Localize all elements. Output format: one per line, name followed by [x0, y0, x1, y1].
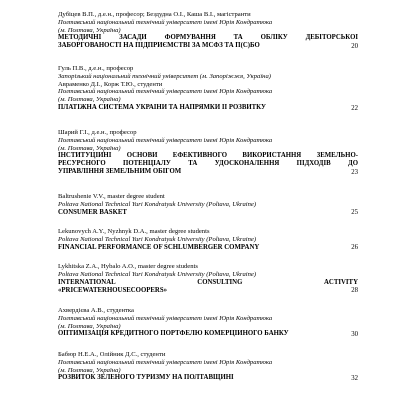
entry-affiliation: Полтавський національний технічний університет імені Юрія Кондратюка — [58, 314, 273, 322]
entry-affiliation: (м. Полтава, Україна) — [58, 96, 121, 104]
entry-title: «PRICEWATERHOUSECOOPERS» — [58, 286, 168, 294]
entry-page-number: 26 — [351, 244, 358, 251]
toc-entry — [58, 228, 358, 252]
toc-entry — [58, 11, 358, 50]
entry-affiliation: Полтавський національний технічний університет імені Юрія Кондратюка — [58, 18, 273, 26]
entry-page-number: 22 — [351, 105, 358, 112]
entry-authors: Шарий Г.І., д.е.н., професор — [58, 129, 137, 136]
entry-affiliation: (м. Полтава, Україна) — [58, 26, 121, 34]
entry-authors: Lykhitska Z.A., Hybalo A.O., master degree students — [58, 263, 198, 270]
entry-page-number: 28 — [351, 287, 358, 294]
entry-page-number: 25 — [351, 209, 358, 216]
entry-title: FINANCIAL PERFORMANCE OF SCHLUMBERGER COMPANY — [58, 243, 260, 251]
entry-title: INTERNATIONAL CONSULTING ACTIVITY — [58, 278, 358, 286]
entry-page-number: 23 — [351, 169, 358, 176]
entry-affiliation: (м. Полтава, Україна) — [58, 322, 121, 330]
entry-authors: Бабюр Н.Е.А., Олійник Д.С., студенти — [58, 351, 166, 358]
toc-entry — [58, 263, 358, 295]
entry-title: РОЗВИТОК ЗЕЛЕНОГО ТУРИЗМУ НА ПОЛТАВЩИНІ — [58, 374, 234, 382]
entry-title: УПРАВЛІННЯ ЗЕМЕЛЬНИМ ОБІГОМ — [58, 168, 182, 176]
entry-affiliation: Poltava National Technical Yuri Kondratyuk University (Poltava, Ukraine) — [58, 235, 257, 243]
toc-entry — [58, 193, 358, 217]
entry-affiliation: Полтавський національний технічний університет імені Юрія Кондратюка — [58, 358, 273, 366]
toc-entry — [58, 307, 358, 338]
entry-affiliation: Запорізький національний технічний університет (м. Запоріжжя, Україна) — [58, 72, 271, 80]
entry-title: ІНСТИТУЦІЙНІ ОСНОВИ ЕФЕКТИВНОГО ВИКОРИСТАННЯ ЗЕМЕЛЬНО- — [58, 152, 358, 160]
entry-title: РЕСУРСНОГО ПОТЕНЦІАЛУ ТА УДОСКОНАЛЕННЯ ПІДХОДІВ ДО — [58, 160, 358, 168]
toc-entry — [58, 65, 358, 112]
entry-authors: Ахвердієва А.В., студентка — [58, 307, 134, 314]
entry-affiliation: (м. Полтава, Україна) — [58, 366, 121, 374]
entry-title: ОПТИМІЗАЦІЯ КРЕДИТНОГО ПОРТФЕЛЮ КОМЕРЦІЙНОГО БАНКУ — [58, 330, 289, 338]
entry-title: CONSUMER BASKET — [58, 208, 127, 216]
entry-affiliation: Poltava National Technical Yuri Kondratyuk University (Poltava, Ukraine) — [58, 270, 257, 278]
entry-authors: Дубіцев В.П., д.е.н., професор; Бездудна О.І., Каша В.І., магістранти — [58, 11, 251, 18]
entry-page-number: 20 — [351, 43, 358, 50]
entry-title: ПЛАТІЖНА СИСТЕМА УКРАЇНИ ТА НАПРЯМКИ ЇЇ РОЗВИТКУ — [58, 103, 266, 111]
toc-entry — [58, 351, 358, 382]
entry-affiliation: Полтавський національний технічний університет імені Юрія Кондратюка — [58, 136, 273, 144]
entry-title: МЕТОДИЧНІ ЗАСАДИ ФОРМУВАННЯ ТА ОБЛІКУ ДЕБІТОРСЬКОЇ — [58, 34, 358, 42]
entry-page-number: 30 — [351, 331, 358, 338]
entry-page-number: 32 — [351, 375, 358, 382]
entry-authors: Гуль П.В., д.е.н., професор — [58, 65, 134, 72]
entry-authors: Baltrushenie V.V., master degree student — [58, 193, 165, 200]
toc-entry — [58, 129, 358, 176]
entry-title: ЗАБОРГОВАНОСТІ НА ПІДПРИЄМСТВІ ЗА МСФЗ ТА П(С)БО — [58, 42, 260, 50]
entry-affiliation: Poltava National Technical Yuri Kondratyuk University (Poltava, Ukraine) — [58, 200, 257, 208]
entry-authors: Авраменко Д.І., Корж Т.Ю., студенти — [58, 80, 163, 88]
entry-affiliation: (м. Полтава, Україна) — [58, 144, 121, 152]
entry-affiliation: Полтавський національний технічний університет імені Юрія Кондратюка — [58, 88, 273, 96]
entry-authors: Lekunovych A.Y., Nyzhnyk D.A., master degree students — [58, 228, 210, 235]
